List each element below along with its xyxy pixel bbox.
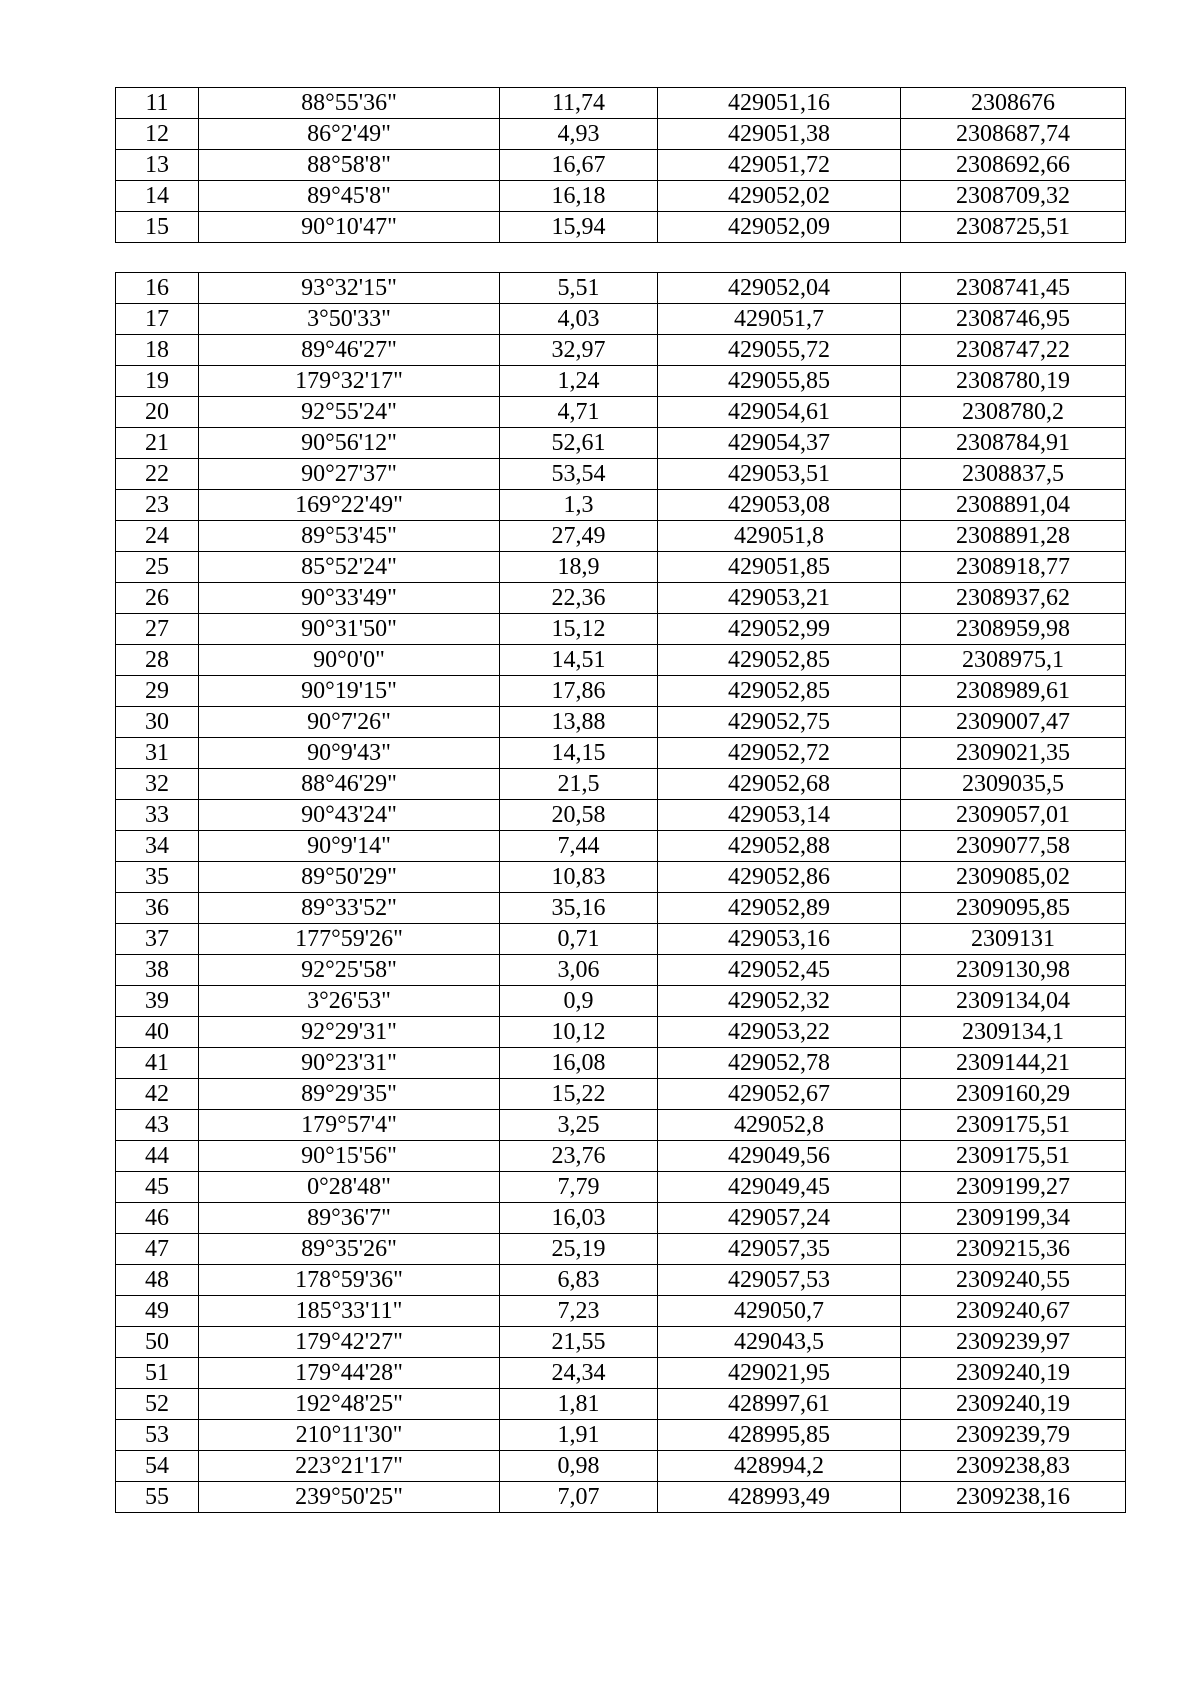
angle-cell: 178°59'36" — [199, 1265, 500, 1296]
table-row — [116, 1420, 1126, 1451]
x-coordinate-cell: 429054,37 — [658, 428, 901, 459]
table-row — [116, 769, 1126, 800]
length-cell: 10,83 — [500, 862, 658, 893]
point-number-cell: 41 — [116, 1048, 199, 1079]
table-row — [116, 583, 1126, 614]
x-coordinate-cell: 429053,16 — [658, 924, 901, 955]
angle-cell: 90°9'43" — [199, 738, 500, 769]
length-cell: 10,12 — [500, 1017, 658, 1048]
length-cell: 21,5 — [500, 769, 658, 800]
table-row — [116, 273, 1126, 304]
table-row — [116, 1048, 1126, 1079]
table-row — [116, 1203, 1126, 1234]
table-row — [116, 366, 1126, 397]
x-coordinate-cell: 429052,85 — [658, 645, 901, 676]
angle-cell: 169°22'49" — [199, 490, 500, 521]
table-row — [116, 1079, 1126, 1110]
y-coordinate-cell: 2308676 — [901, 88, 1126, 119]
angle-cell: 90°33'49" — [199, 583, 500, 614]
table-row — [116, 645, 1126, 676]
angle-cell: 223°21'17" — [199, 1451, 500, 1482]
table-row — [116, 1172, 1126, 1203]
x-coordinate-cell: 428993,49 — [658, 1482, 901, 1513]
point-number-cell: 32 — [116, 769, 199, 800]
x-coordinate-cell: 429053,14 — [658, 800, 901, 831]
point-number-cell: 53 — [116, 1420, 199, 1451]
point-number-cell: 29 — [116, 676, 199, 707]
length-cell: 21,55 — [500, 1327, 658, 1358]
length-cell: 1,3 — [500, 490, 658, 521]
table-row — [116, 924, 1126, 955]
table-row — [116, 552, 1126, 583]
y-coordinate-cell: 2309239,97 — [901, 1327, 1126, 1358]
angle-cell: 89°46'27" — [199, 335, 500, 366]
x-coordinate-cell: 429052,32 — [658, 986, 901, 1017]
x-coordinate-cell: 429051,8 — [658, 521, 901, 552]
length-cell: 1,81 — [500, 1389, 658, 1420]
point-number-cell: 47 — [116, 1234, 199, 1265]
length-cell: 16,67 — [500, 150, 658, 181]
table-row — [116, 862, 1126, 893]
table-row — [116, 1265, 1126, 1296]
angle-cell: 0°28'48" — [199, 1172, 500, 1203]
x-coordinate-cell: 429052,75 — [658, 707, 901, 738]
y-coordinate-cell: 2309199,27 — [901, 1172, 1126, 1203]
y-coordinate-cell: 2309215,36 — [901, 1234, 1126, 1265]
y-coordinate-cell: 2308918,77 — [901, 552, 1126, 583]
y-coordinate-cell: 2309175,51 — [901, 1141, 1126, 1172]
point-number-cell: 37 — [116, 924, 199, 955]
point-number-cell: 43 — [116, 1110, 199, 1141]
point-number-cell: 36 — [116, 893, 199, 924]
y-coordinate-cell: 2309199,34 — [901, 1203, 1126, 1234]
y-coordinate-cell: 2308937,62 — [901, 583, 1126, 614]
length-cell: 1,24 — [500, 366, 658, 397]
length-cell: 7,44 — [500, 831, 658, 862]
table-row — [116, 986, 1126, 1017]
angle-cell: 89°53'45" — [199, 521, 500, 552]
length-cell: 7,79 — [500, 1172, 658, 1203]
angle-cell: 90°9'14" — [199, 831, 500, 862]
point-number-cell: 40 — [116, 1017, 199, 1048]
y-coordinate-cell: 2308692,66 — [901, 150, 1126, 181]
angle-cell: 90°0'0" — [199, 645, 500, 676]
point-number-cell: 30 — [116, 707, 199, 738]
point-number-cell: 34 — [116, 831, 199, 862]
table-row — [116, 676, 1126, 707]
length-cell: 4,71 — [500, 397, 658, 428]
x-coordinate-cell: 429052,67 — [658, 1079, 901, 1110]
y-coordinate-cell: 2309238,83 — [901, 1451, 1126, 1482]
length-cell: 15,94 — [500, 212, 658, 243]
point-number-cell: 49 — [116, 1296, 199, 1327]
y-coordinate-cell: 2309095,85 — [901, 893, 1126, 924]
length-cell: 17,86 — [500, 676, 658, 707]
length-cell: 0,9 — [500, 986, 658, 1017]
point-number-cell: 25 — [116, 552, 199, 583]
x-coordinate-cell: 429053,08 — [658, 490, 901, 521]
x-coordinate-cell: 429055,85 — [658, 366, 901, 397]
coordinates-table-upper — [115, 87, 1126, 243]
x-coordinate-cell: 429052,72 — [658, 738, 901, 769]
x-coordinate-cell: 429051,72 — [658, 150, 901, 181]
point-number-cell: 31 — [116, 738, 199, 769]
x-coordinate-cell: 429052,78 — [658, 1048, 901, 1079]
x-coordinate-cell: 429052,02 — [658, 181, 901, 212]
angle-cell: 3°50'33" — [199, 304, 500, 335]
y-coordinate-cell: 2309238,16 — [901, 1482, 1126, 1513]
length-cell: 0,98 — [500, 1451, 658, 1482]
table-row — [116, 397, 1126, 428]
x-coordinate-cell: 429050,7 — [658, 1296, 901, 1327]
y-coordinate-cell: 2309239,79 — [901, 1420, 1126, 1451]
x-coordinate-cell: 429052,8 — [658, 1110, 901, 1141]
point-number-cell: 23 — [116, 490, 199, 521]
angle-cell: 177°59'26" — [199, 924, 500, 955]
y-coordinate-cell: 2309240,67 — [901, 1296, 1126, 1327]
length-cell: 24,34 — [500, 1358, 658, 1389]
y-coordinate-cell: 2308959,98 — [901, 614, 1126, 645]
length-cell: 0,71 — [500, 924, 658, 955]
angle-cell: 90°10'47" — [199, 212, 500, 243]
point-number-cell: 48 — [116, 1265, 199, 1296]
angle-cell: 179°44'28" — [199, 1358, 500, 1389]
point-number-cell: 21 — [116, 428, 199, 459]
point-number-cell: 16 — [116, 273, 199, 304]
y-coordinate-cell: 2308891,28 — [901, 521, 1126, 552]
length-cell: 53,54 — [500, 459, 658, 490]
point-number-cell: 19 — [116, 366, 199, 397]
x-coordinate-cell: 429053,22 — [658, 1017, 901, 1048]
table-row — [116, 738, 1126, 769]
x-coordinate-cell: 429054,61 — [658, 397, 901, 428]
angle-cell: 89°35'26" — [199, 1234, 500, 1265]
angle-cell: 179°42'27" — [199, 1327, 500, 1358]
x-coordinate-cell: 429052,99 — [658, 614, 901, 645]
angle-cell: 92°55'24" — [199, 397, 500, 428]
x-coordinate-cell: 429049,45 — [658, 1172, 901, 1203]
table-row — [116, 614, 1126, 645]
length-cell: 16,03 — [500, 1203, 658, 1234]
y-coordinate-cell: 2309240,19 — [901, 1358, 1126, 1389]
y-coordinate-cell: 2309131 — [901, 924, 1126, 955]
y-coordinate-cell: 2308891,04 — [901, 490, 1126, 521]
point-number-cell: 14 — [116, 181, 199, 212]
table-row — [116, 800, 1126, 831]
table-row — [116, 1451, 1126, 1482]
coordinates-table-lower — [115, 272, 1126, 1513]
x-coordinate-cell: 429052,85 — [658, 676, 901, 707]
x-coordinate-cell: 429052,89 — [658, 893, 901, 924]
length-cell: 1,91 — [500, 1420, 658, 1451]
angle-cell: 88°58'8" — [199, 150, 500, 181]
y-coordinate-cell: 2308725,51 — [901, 212, 1126, 243]
point-number-cell: 22 — [116, 459, 199, 490]
point-number-cell: 38 — [116, 955, 199, 986]
x-coordinate-cell: 429051,85 — [658, 552, 901, 583]
table-row — [116, 831, 1126, 862]
point-number-cell: 51 — [116, 1358, 199, 1389]
y-coordinate-cell: 2308709,32 — [901, 181, 1126, 212]
angle-cell: 89°36'7" — [199, 1203, 500, 1234]
length-cell: 15,22 — [500, 1079, 658, 1110]
y-coordinate-cell: 2309057,01 — [901, 800, 1126, 831]
table-row — [116, 459, 1126, 490]
table-row — [116, 1482, 1126, 1513]
y-coordinate-cell: 2309077,58 — [901, 831, 1126, 862]
angle-cell: 92°29'31" — [199, 1017, 500, 1048]
point-number-cell: 24 — [116, 521, 199, 552]
point-number-cell: 35 — [116, 862, 199, 893]
point-number-cell: 33 — [116, 800, 199, 831]
y-coordinate-cell: 2309160,29 — [901, 1079, 1126, 1110]
length-cell: 14,51 — [500, 645, 658, 676]
y-coordinate-cell: 2308687,74 — [901, 119, 1126, 150]
point-number-cell: 55 — [116, 1482, 199, 1513]
x-coordinate-cell: 429051,38 — [658, 119, 901, 150]
length-cell: 35,16 — [500, 893, 658, 924]
x-coordinate-cell: 429049,56 — [658, 1141, 901, 1172]
length-cell: 14,15 — [500, 738, 658, 769]
y-coordinate-cell: 2308975,1 — [901, 645, 1126, 676]
table-row — [116, 1296, 1126, 1327]
length-cell: 7,07 — [500, 1482, 658, 1513]
angle-cell: 92°25'58" — [199, 955, 500, 986]
length-cell: 4,03 — [500, 304, 658, 335]
point-number-cell: 26 — [116, 583, 199, 614]
length-cell: 32,97 — [500, 335, 658, 366]
angle-cell: 85°52'24" — [199, 552, 500, 583]
x-coordinate-cell: 429053,51 — [658, 459, 901, 490]
y-coordinate-cell: 2309035,5 — [901, 769, 1126, 800]
length-cell: 3,25 — [500, 1110, 658, 1141]
table-row — [116, 212, 1126, 243]
table-row — [116, 119, 1126, 150]
point-number-cell: 54 — [116, 1451, 199, 1482]
table-row — [116, 181, 1126, 212]
y-coordinate-cell: 2309144,21 — [901, 1048, 1126, 1079]
table-row — [116, 1389, 1126, 1420]
x-coordinate-cell: 429057,35 — [658, 1234, 901, 1265]
angle-cell: 93°32'15" — [199, 273, 500, 304]
angle-cell: 90°7'26" — [199, 707, 500, 738]
x-coordinate-cell: 429043,5 — [658, 1327, 901, 1358]
table-row — [116, 955, 1126, 986]
y-coordinate-cell: 2308989,61 — [901, 676, 1126, 707]
length-cell: 13,88 — [500, 707, 658, 738]
angle-cell: 192°48'25" — [199, 1389, 500, 1420]
point-number-cell: 39 — [116, 986, 199, 1017]
x-coordinate-cell: 429051,7 — [658, 304, 901, 335]
length-cell: 22,36 — [500, 583, 658, 614]
x-coordinate-cell: 429052,09 — [658, 212, 901, 243]
x-coordinate-cell: 429053,21 — [658, 583, 901, 614]
length-cell: 4,93 — [500, 119, 658, 150]
y-coordinate-cell: 2309175,51 — [901, 1110, 1126, 1141]
x-coordinate-cell: 429052,04 — [658, 273, 901, 304]
angle-cell: 90°56'12" — [199, 428, 500, 459]
x-coordinate-cell: 429052,68 — [658, 769, 901, 800]
y-coordinate-cell: 2308780,2 — [901, 397, 1126, 428]
x-coordinate-cell: 429055,72 — [658, 335, 901, 366]
table-row — [116, 150, 1126, 181]
y-coordinate-cell: 2309130,98 — [901, 955, 1126, 986]
y-coordinate-cell: 2308780,19 — [901, 366, 1126, 397]
table-row — [116, 893, 1126, 924]
y-coordinate-cell: 2308784,91 — [901, 428, 1126, 459]
point-number-cell: 42 — [116, 1079, 199, 1110]
table-row — [116, 521, 1126, 552]
angle-cell: 88°46'29" — [199, 769, 500, 800]
y-coordinate-cell: 2309134,1 — [901, 1017, 1126, 1048]
y-coordinate-cell: 2309085,02 — [901, 862, 1126, 893]
point-number-cell: 27 — [116, 614, 199, 645]
y-coordinate-cell: 2309007,47 — [901, 707, 1126, 738]
angle-cell: 89°33'52" — [199, 893, 500, 924]
angle-cell: 179°32'17" — [199, 366, 500, 397]
length-cell: 3,06 — [500, 955, 658, 986]
angle-cell: 90°19'15" — [199, 676, 500, 707]
angle-cell: 210°11'30" — [199, 1420, 500, 1451]
x-coordinate-cell: 428994,2 — [658, 1451, 901, 1482]
table-row — [116, 1358, 1126, 1389]
table-row — [116, 1234, 1126, 1265]
angle-cell: 90°23'31" — [199, 1048, 500, 1079]
x-coordinate-cell: 429051,16 — [658, 88, 901, 119]
y-coordinate-cell: 2309021,35 — [901, 738, 1126, 769]
point-number-cell: 28 — [116, 645, 199, 676]
y-coordinate-cell: 2308741,45 — [901, 273, 1126, 304]
point-number-cell: 20 — [116, 397, 199, 428]
point-number-cell: 45 — [116, 1172, 199, 1203]
angle-cell: 239°50'25" — [199, 1482, 500, 1513]
x-coordinate-cell: 429052,45 — [658, 955, 901, 986]
y-coordinate-cell: 2308837,5 — [901, 459, 1126, 490]
x-coordinate-cell: 429057,53 — [658, 1265, 901, 1296]
y-coordinate-cell: 2308747,22 — [901, 335, 1126, 366]
angle-cell: 185°33'11" — [199, 1296, 500, 1327]
y-coordinate-cell: 2308746,95 — [901, 304, 1126, 335]
length-cell: 52,61 — [500, 428, 658, 459]
point-number-cell: 13 — [116, 150, 199, 181]
length-cell: 7,23 — [500, 1296, 658, 1327]
y-coordinate-cell: 2309240,19 — [901, 1389, 1126, 1420]
table-row — [116, 1110, 1126, 1141]
x-coordinate-cell: 428995,85 — [658, 1420, 901, 1451]
angle-cell: 90°31'50" — [199, 614, 500, 645]
point-number-cell: 12 — [116, 119, 199, 150]
table-row — [116, 707, 1126, 738]
point-number-cell: 46 — [116, 1203, 199, 1234]
angle-cell: 89°45'8" — [199, 181, 500, 212]
point-number-cell: 18 — [116, 335, 199, 366]
length-cell: 18,9 — [500, 552, 658, 583]
x-coordinate-cell: 429052,86 — [658, 862, 901, 893]
point-number-cell: 44 — [116, 1141, 199, 1172]
point-number-cell: 52 — [116, 1389, 199, 1420]
angle-cell: 89°29'35" — [199, 1079, 500, 1110]
point-number-cell: 50 — [116, 1327, 199, 1358]
angle-cell: 3°26'53" — [199, 986, 500, 1017]
table-row — [116, 88, 1126, 119]
length-cell: 20,58 — [500, 800, 658, 831]
table-row — [116, 335, 1126, 366]
table-row — [116, 490, 1126, 521]
angle-cell: 179°57'4" — [199, 1110, 500, 1141]
length-cell: 23,76 — [500, 1141, 658, 1172]
angle-cell: 90°15'56" — [199, 1141, 500, 1172]
point-number-cell: 11 — [116, 88, 199, 119]
angle-cell: 88°55'36" — [199, 88, 500, 119]
x-coordinate-cell: 429021,95 — [658, 1358, 901, 1389]
length-cell: 6,83 — [500, 1265, 658, 1296]
table-row — [116, 1017, 1126, 1048]
table-row — [116, 1141, 1126, 1172]
length-cell: 5,51 — [500, 273, 658, 304]
length-cell: 25,19 — [500, 1234, 658, 1265]
angle-cell: 86°2'49" — [199, 119, 500, 150]
length-cell: 27,49 — [500, 521, 658, 552]
length-cell: 16,18 — [500, 181, 658, 212]
length-cell: 11,74 — [500, 88, 658, 119]
length-cell: 15,12 — [500, 614, 658, 645]
angle-cell: 89°50'29" — [199, 862, 500, 893]
table-row — [116, 1327, 1126, 1358]
point-number-cell: 17 — [116, 304, 199, 335]
angle-cell: 90°27'37" — [199, 459, 500, 490]
length-cell: 16,08 — [500, 1048, 658, 1079]
y-coordinate-cell: 2309240,55 — [901, 1265, 1126, 1296]
x-coordinate-cell: 429057,24 — [658, 1203, 901, 1234]
table-row — [116, 428, 1126, 459]
point-number-cell: 15 — [116, 212, 199, 243]
x-coordinate-cell: 428997,61 — [658, 1389, 901, 1420]
table-row — [116, 304, 1126, 335]
y-coordinate-cell: 2309134,04 — [901, 986, 1126, 1017]
angle-cell: 90°43'24" — [199, 800, 500, 831]
x-coordinate-cell: 429052,88 — [658, 831, 901, 862]
